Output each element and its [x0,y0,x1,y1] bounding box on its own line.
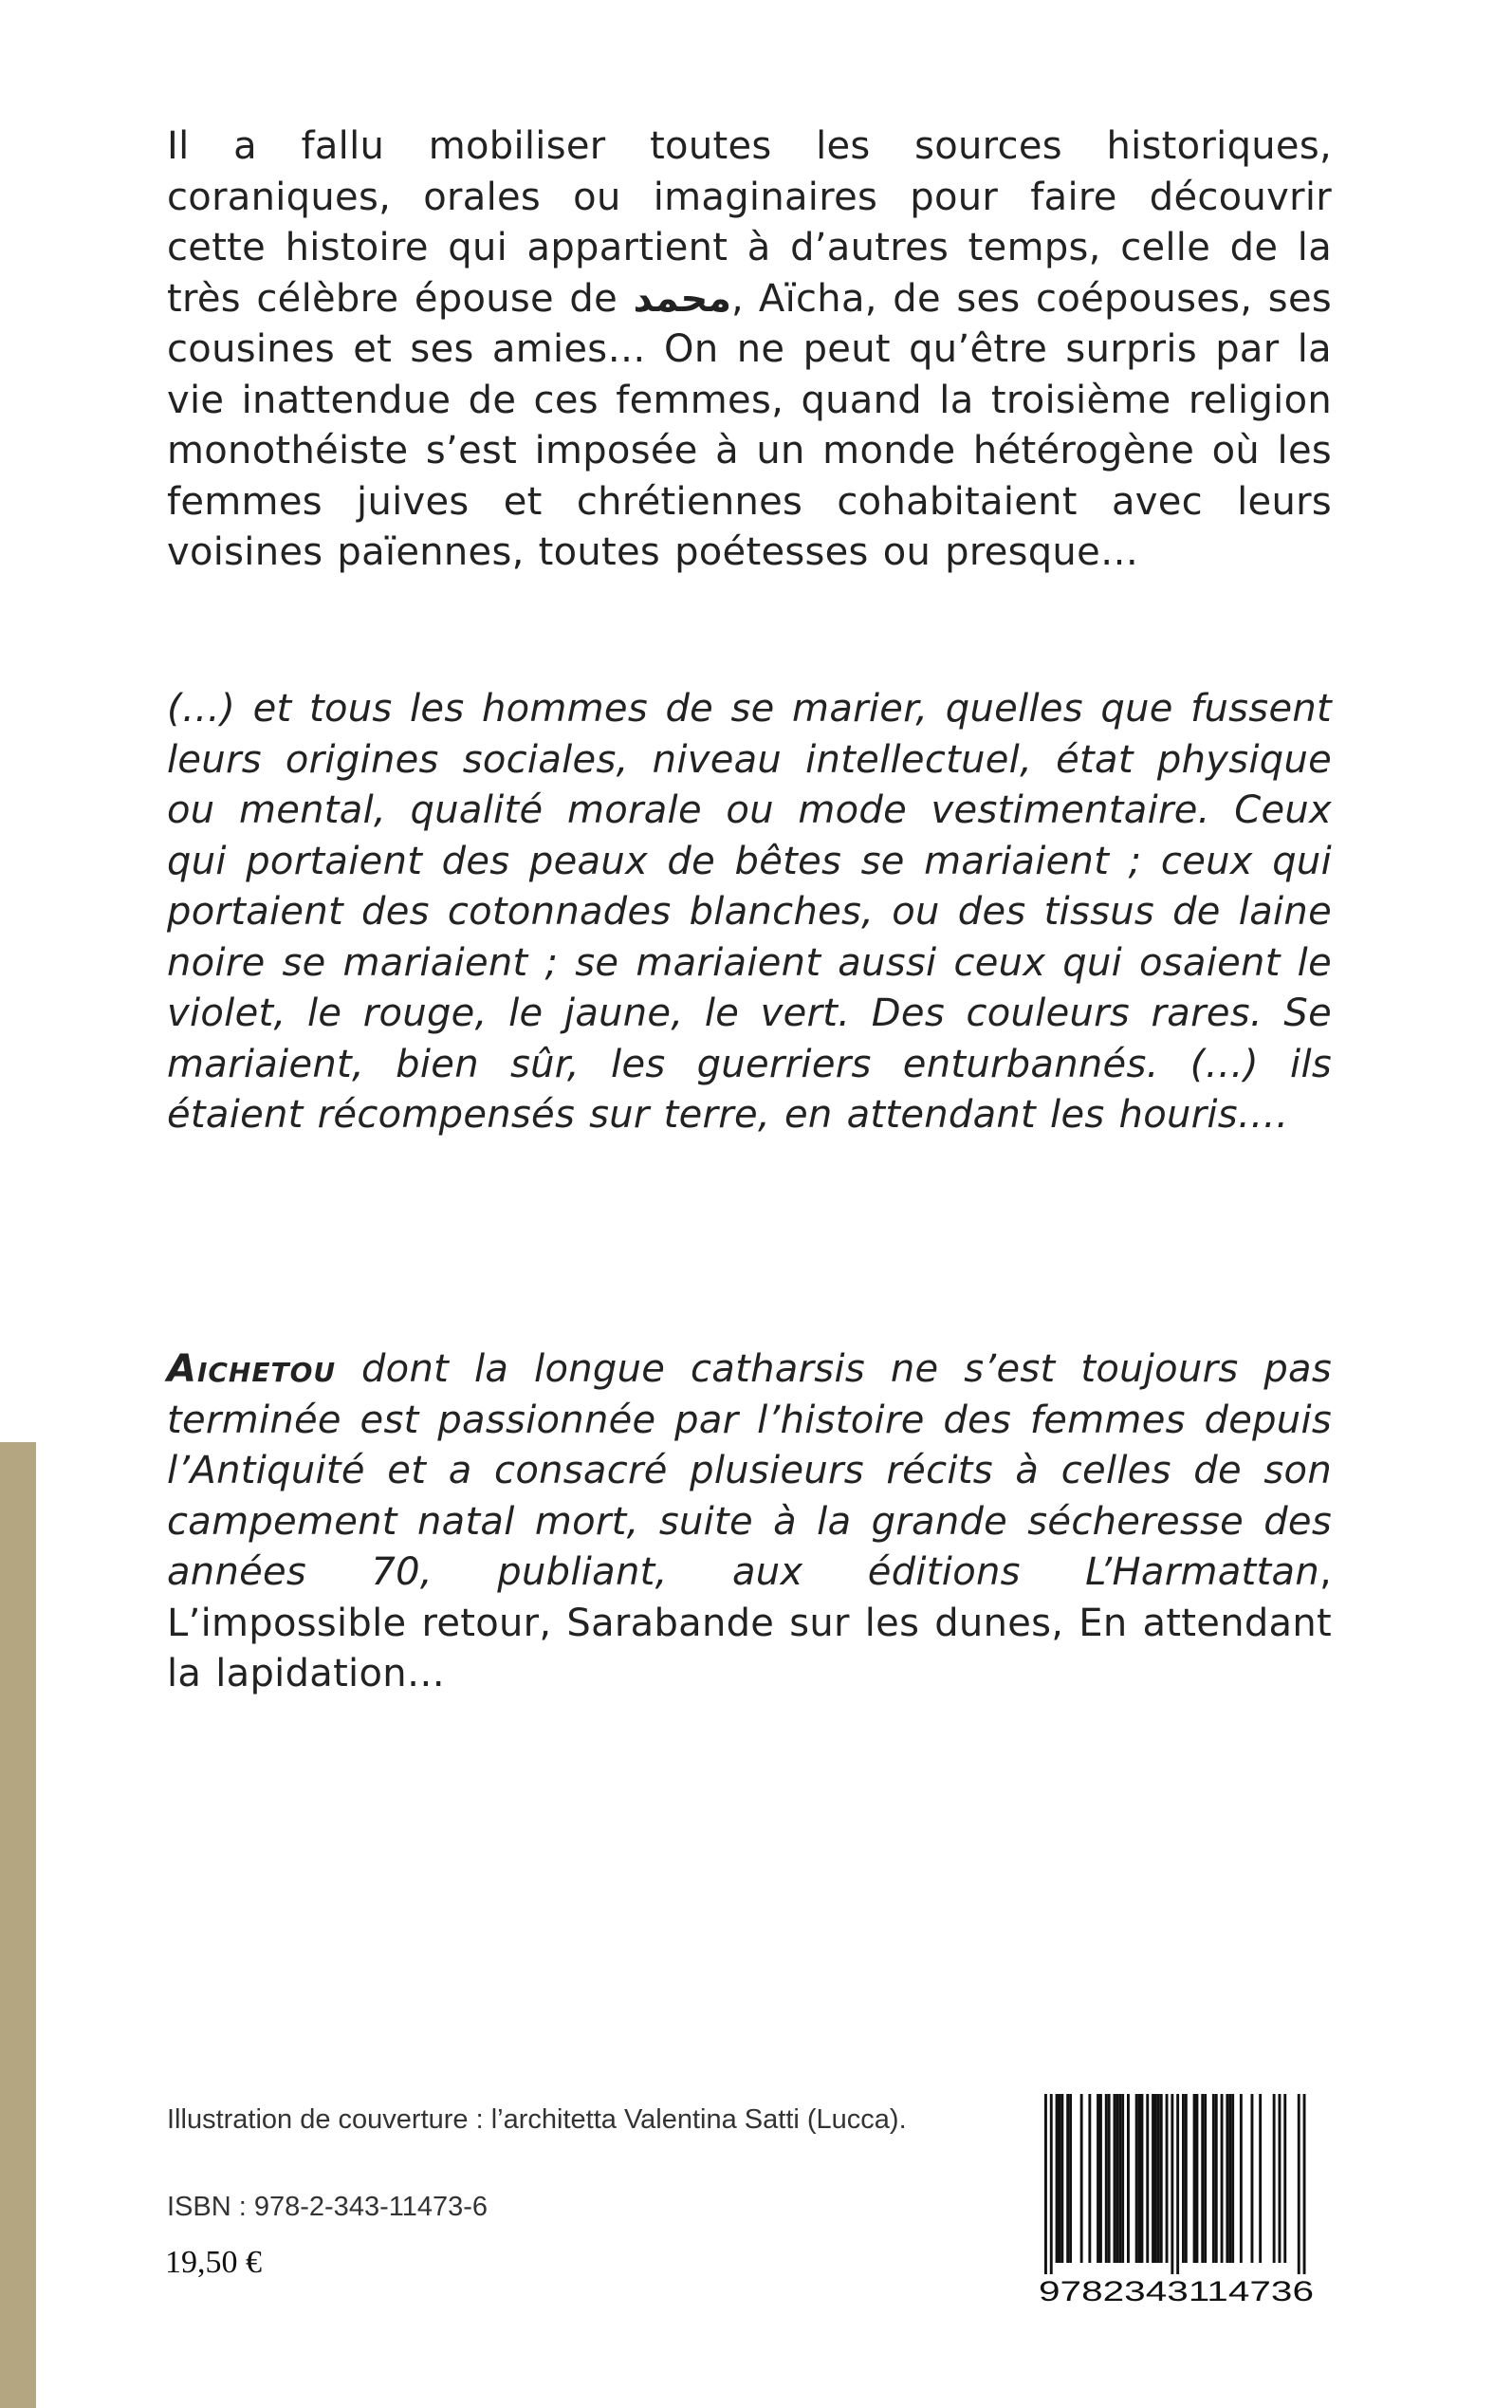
barcode-bar [1097,2094,1099,2263]
arabic-name: محمد [633,276,732,321]
barcode-bar [1303,2094,1306,2274]
barcode-bar [1069,2094,1072,2263]
barcode-bar [1185,2094,1188,2263]
author-bio-titles: , L’impossible retour, Sarabande sur les dunes, En attendant la lapidation… [167,1550,1332,1695]
barcode-bar [1171,2094,1173,2274]
cover-illustration-credit: Illustration de couverture : l’architetta Valentina Satti (Lucca). [167,2104,907,2135]
barcode-bar [1226,2094,1228,2263]
barcode-bar [1193,2094,1196,2263]
barcode-bar [1154,2094,1157,2263]
barcode-bar [1166,2094,1169,2263]
barcode-bar [1204,2094,1207,2263]
barcode-bar [1182,2094,1185,2263]
barcode-bar [1138,2094,1141,2263]
barcode-bar [1099,2094,1102,2263]
barcode-bar [1212,2094,1215,2263]
barcode-bar [1157,2094,1160,2263]
barcode-bar [1121,2094,1124,2263]
barcode-bar [1080,2094,1083,2263]
barcode-bar [1240,2094,1243,2263]
barcode-bar [1279,2094,1282,2263]
barcode-bar [1251,2094,1254,2263]
barcode-bar [1298,2094,1300,2274]
barcode-bar [1176,2094,1179,2274]
barcode-bar [1066,2094,1069,2263]
barcode-icon [1033,2090,1319,2308]
barcode-bar [1196,2094,1199,2263]
barcode-bar [1059,2094,1061,2263]
summary-part1: Il a fallu mobiliser toutes les sources historiques, coraniques, orales ou imaginaires pour faire découvrir cette histoire qui appartient à d’autres temps, celle de la très célèbre épouse de [167,124,1332,321]
barcode-bar [1044,2094,1047,2274]
barcode-bar [1228,2094,1231,2263]
book-summary [167,121,1332,579]
excerpt-quote: (…) et tous les hommes de se marier, quelles que fussent leurs origines sociales, niveau intellectuel, état physique ou mental, qualité morale ou mode vestimentaire. Ceux qui portaient des peaux de bêtes se mariaient ; ceux qui portaient des cotonnades blanches, ou des tissus de laine noire se mariaient ; se mariaient aussi ceux qui osaient le violet, le rouge, le jaune, le vert. Des couleurs rares. Se mariaient, bien sûr, les guerriers enturbannés. (…) ils étaient récompensés sur terre, en attendant les houris…. [167,687,1332,1137]
barcode-bar [1114,2094,1116,2263]
barcode-bar [1152,2094,1154,2263]
barcode-bar [1088,2094,1091,2263]
barcode-digits: 9782343114736 [1039,2276,1314,2307]
barcode-bar [1056,2094,1059,2263]
barcode-bar [1259,2094,1262,2263]
barcode-bar [1160,2094,1163,2263]
barcode-bar [1273,2094,1276,2263]
barcode-bar [1141,2094,1144,2263]
barcode-bar [1221,2094,1224,2263]
barcode-bar [1283,2094,1286,2263]
barcode-bar [1135,2094,1138,2263]
barcode-bar [1215,2094,1218,2263]
barcode-bar [1127,2094,1130,2263]
barcode-bar [1231,2094,1234,2263]
author-bio-text: dont la longue catharsis ne s’est toujours pas terminée est passionnée par l’histoire des femmes depuis l’Antiquité et a consacré plusieurs récits à celles de son campement natal mort, suite à la grande sécheresse des années 70, publiant, aux éditions L’Harmattan [167,1347,1332,1594]
barcode-bar [1146,2094,1149,2263]
barcode-bar [1105,2094,1108,2263]
author-name: Aichetou [167,1347,337,1391]
barcode-bar [1060,2094,1063,2263]
barcode-bar [1050,2094,1053,2274]
price: 19,50 € [165,2245,262,2280]
author-bio [167,1344,1332,1700]
barcode-bar [1108,2094,1111,2263]
barcode-bar [1118,2094,1121,2263]
barcode-bar [1201,2094,1204,2263]
barcode-bar [1116,2094,1118,2263]
spine-color-band [0,1442,36,2408]
isbn: ISBN : 978-2-343-11473-6 [167,2192,489,2222]
summary-part2: , Aïcha, de ses coépouses, ses cousines et ses amies… On ne peut qu’être surpris par la vie inattendue de ces femmes, quand la troisième religion monothéiste s’est imposée à un monde hétérogène où les femmes juives et chrétiennes cohabitaient avec leurs voisines païennes, toutes poétesses ou presque… [167,276,1332,574]
